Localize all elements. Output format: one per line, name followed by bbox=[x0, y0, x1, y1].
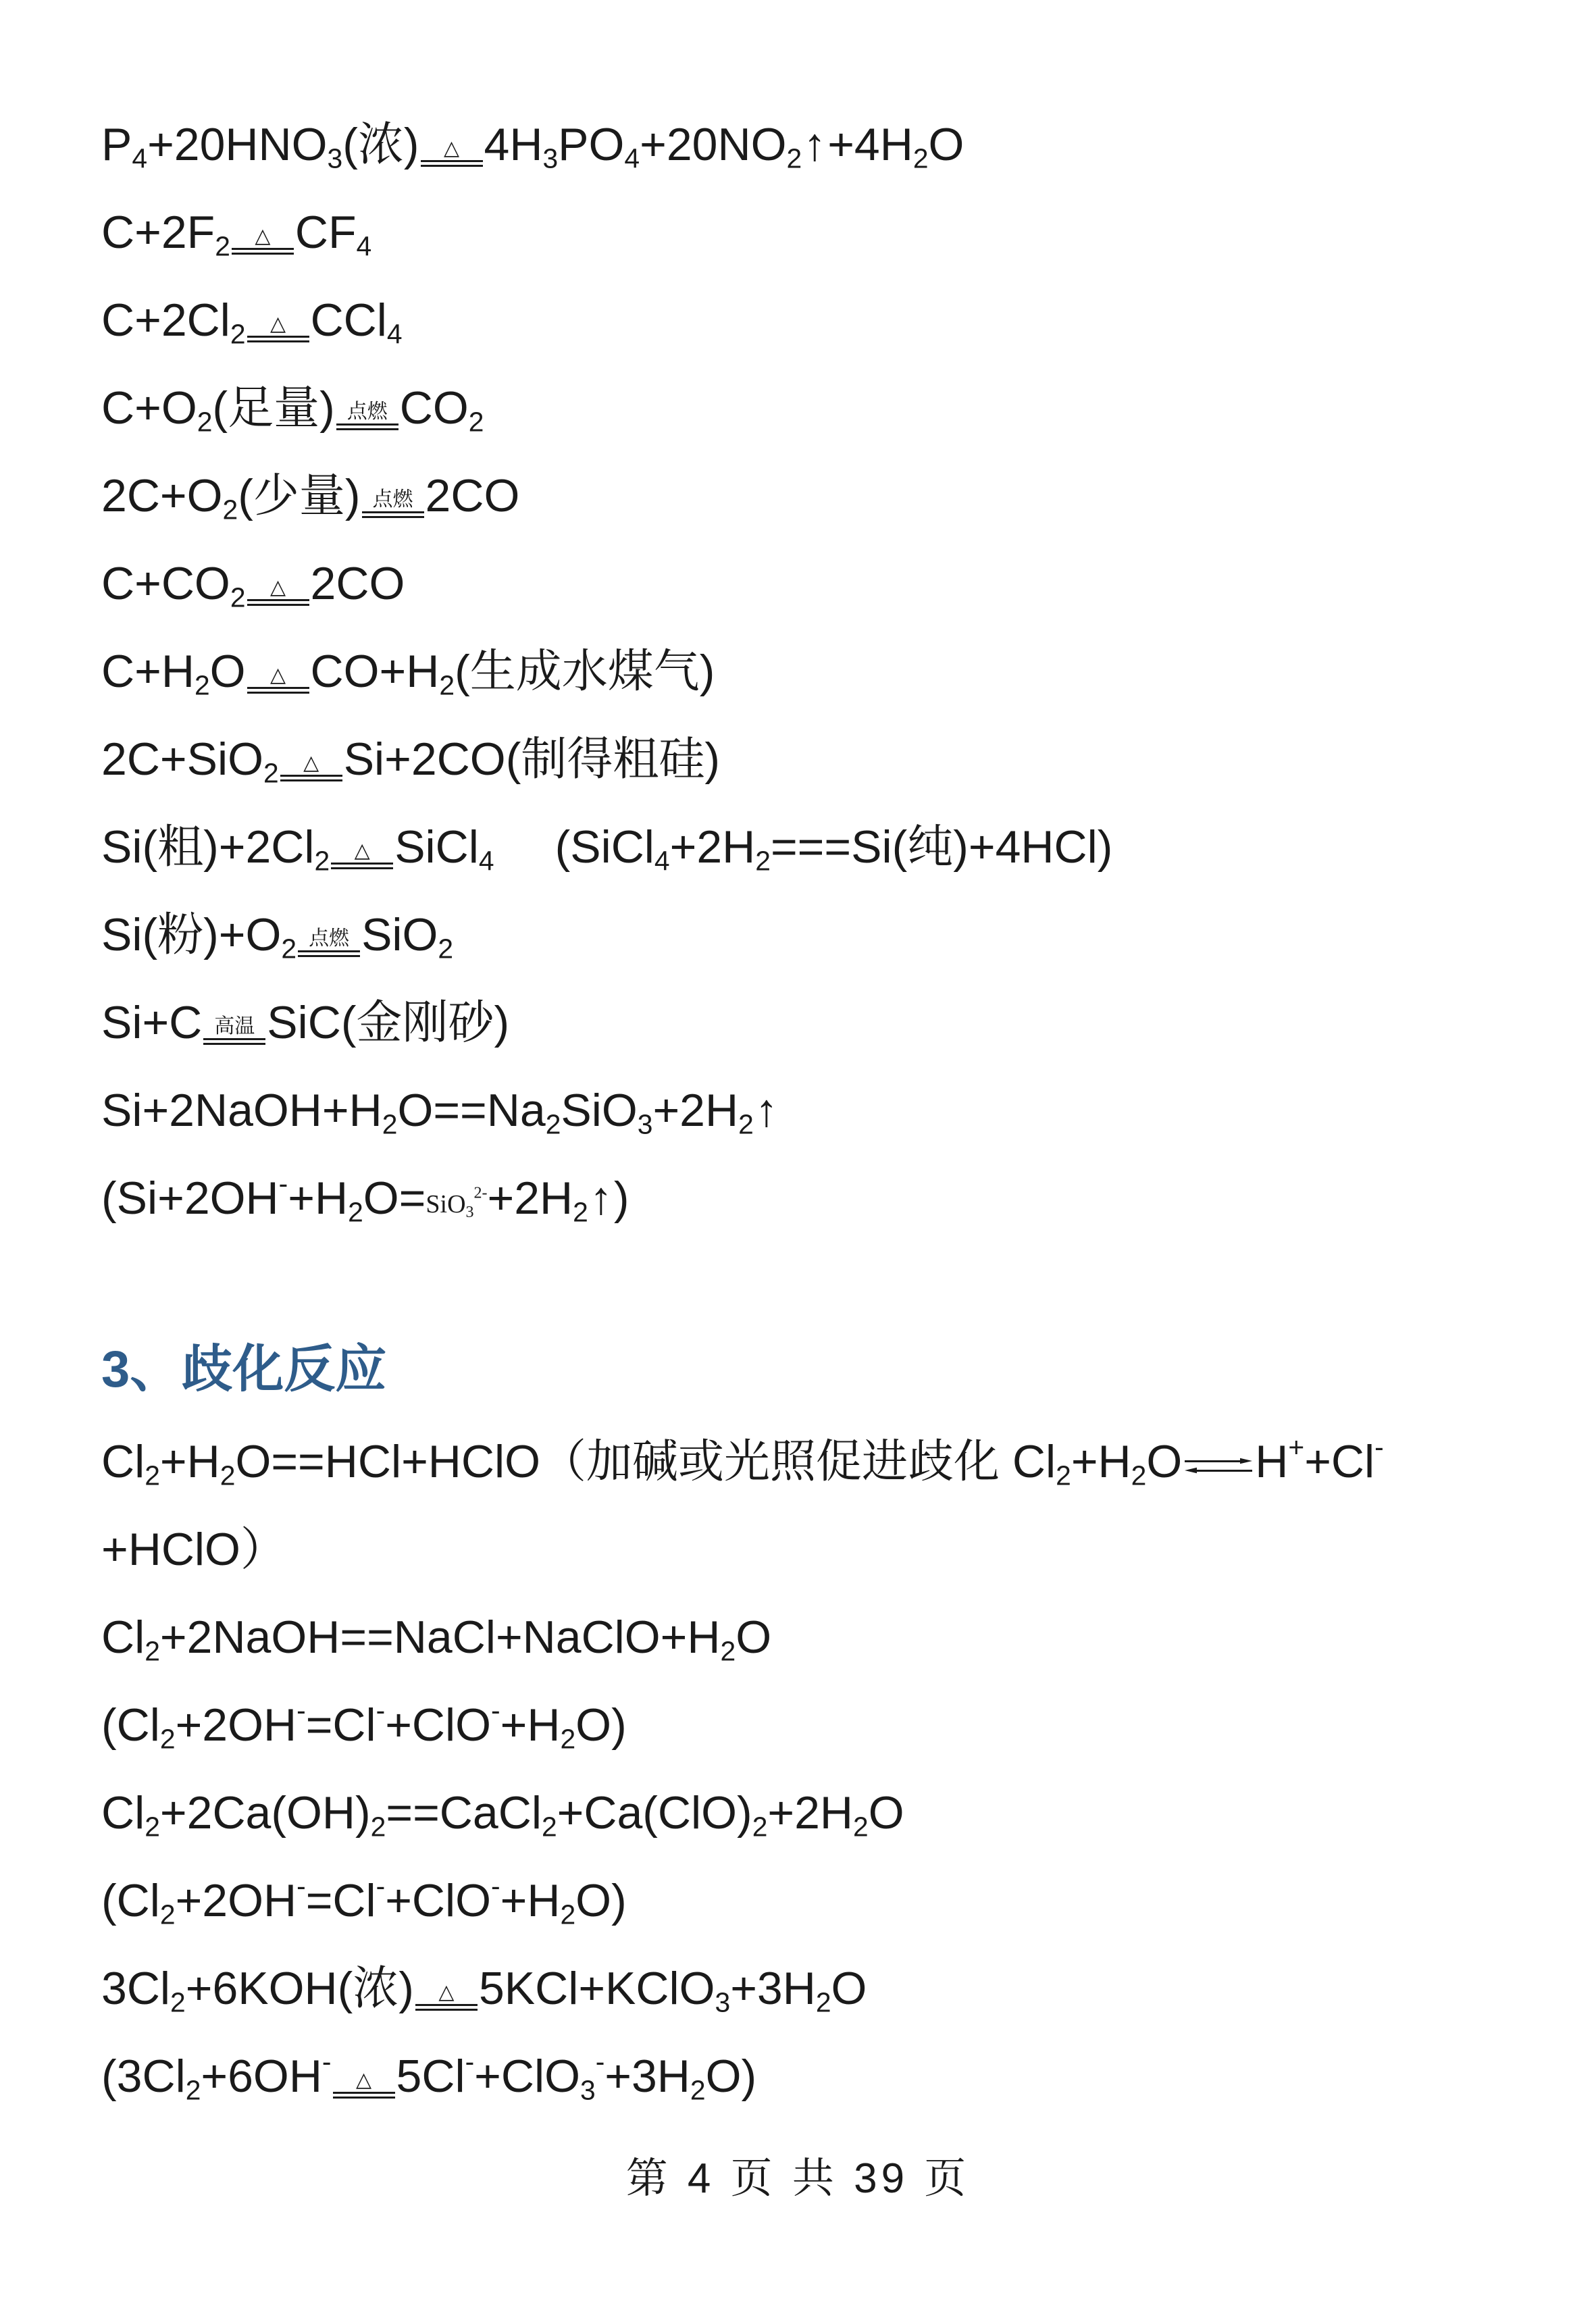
equation-c-sio2: 2C+SiO$_2$ △ Si+2CO(制得粗硅) bbox=[101, 734, 720, 789]
equation-si-c: Si+C 高温 SiC(金刚砂) bbox=[101, 997, 510, 1048]
section-heading: 3、歧化反应 bbox=[101, 1341, 387, 1398]
equation-c-o2-limited: $2C+O_2$(少量) 点燃 2CO bbox=[101, 470, 520, 525]
equation-si-oh-ionic: $(Si+2OH^-+H_2O=SiO_3^{2-}+2H_2↑)$ bbox=[101, 1168, 629, 1228]
reversible-arrow-icon bbox=[1185, 1456, 1252, 1475]
equation-p4-hno3: $P_4+20HNO_3$(浓) △ $4H_3PO_4+20NO_2↑+4H_2O$ bbox=[101, 119, 964, 174]
equation-cl2-h2o: $Cl_2+H_2O==HCl+HClO$（加碱或光照促进歧化 $Cl_2+H_2O$ H++Cl- bbox=[101, 1431, 1384, 1491]
equation-si-naoh: $Si+2NaOH+H_2O==Na_2SiO_3+2H_2↑$ bbox=[101, 1085, 778, 1140]
page-footer: 第 4 页 共 39 页 bbox=[625, 2155, 971, 2202]
equation-cl2-oh-heat-ionic: ($3Cl_2+6OH^-$ △ $5Cl^-+ClO_3^-+3H_2O$) bbox=[101, 2046, 757, 2106]
equation-cl2-naoh: $Cl_2+2NaOH==NaCl+NaClO+H_2O$ bbox=[101, 1612, 772, 1667]
equation-cl2-oh-ionic-1: $(Cl_2+2OH^-=Cl^-+ClO^-+H_2O)$ bbox=[101, 1695, 627, 1755]
heat-condition: △ bbox=[421, 138, 483, 167]
equation-c-cl2: $C+2Cl_2$ △ CCl$_4$ bbox=[101, 294, 403, 350]
equation-c-h2o: $C+H_2O$ △ $CO+H_2$(生成水煤气) bbox=[101, 646, 715, 701]
equation-si-cl2: Si(粗)$+2Cl_2$ △ SiCl$_4$ ($SiCl_4+2H_2===Si$(纯)+4HCl) bbox=[101, 821, 1113, 877]
equation-cl2-koh: $3Cl_2+6KOH$(浓) △ $5KCl+KClO_3+3H_2O$ bbox=[101, 1963, 867, 2018]
equation-c-co2: $C+CO_2$ △ 2CO bbox=[101, 558, 405, 613]
equation-cl2-h2o-cont: +HClO） bbox=[101, 1524, 286, 1575]
equation-cl2-oh-ionic-2: $(Cl_2+2OH^-=Cl^-+ClO^-+H_2O)$ bbox=[101, 1870, 627, 1930]
equation-si-o2: Si(粉)$+O_2$ 点燃 SiO$_2$ bbox=[101, 909, 454, 965]
equation-c-f2: $C+2F_2$ △ $CF_4$ bbox=[101, 207, 372, 262]
equation-c-o2-excess: $C+O_2$(足量) 点燃 $CO_2$ bbox=[101, 382, 484, 438]
equation-cl2-caoh2: $Cl_2+2Ca(OH)_2==CaCl_2+Ca(ClO)_2+2H_2O$ bbox=[101, 1787, 904, 1843]
